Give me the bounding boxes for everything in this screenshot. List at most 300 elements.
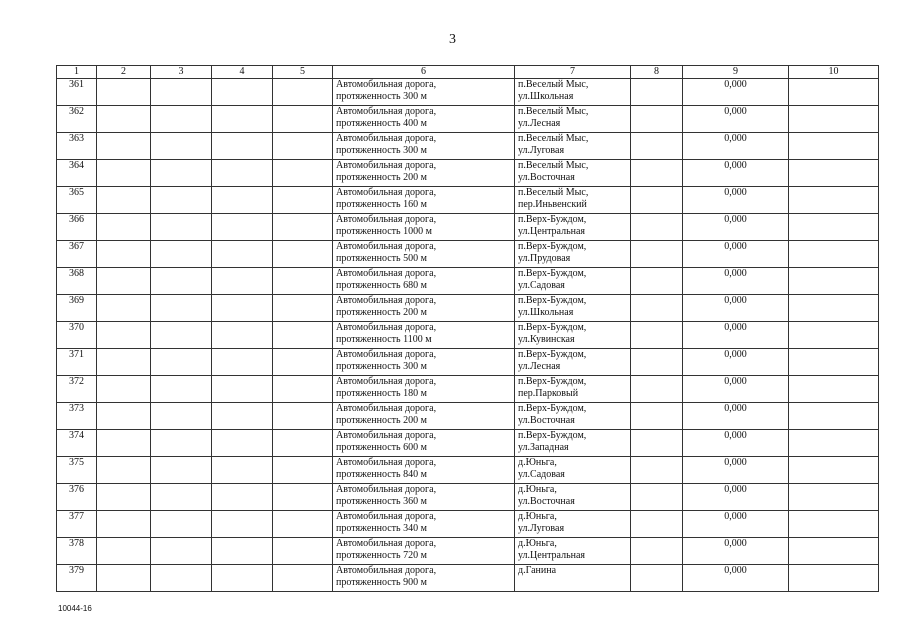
empty-cell: [151, 133, 212, 160]
location-line: ул.Садовая: [518, 469, 565, 480]
empty-cell: [789, 511, 879, 538]
table-row: [57, 268, 879, 295]
location-line: п.Верх-Буждом,: [518, 268, 587, 279]
row-number-cell: [57, 565, 97, 592]
empty-cell: [97, 457, 151, 484]
object-name-line: протяженность 840 м: [336, 469, 427, 480]
empty-cell: [212, 214, 273, 241]
row-number-line: 372: [69, 376, 84, 387]
row-number-cell: [57, 268, 97, 295]
empty-cell: [789, 484, 879, 511]
page-number: 3: [449, 32, 456, 47]
footer-code: 10044-16: [58, 604, 92, 613]
empty-cell: [631, 511, 683, 538]
row-number-cell: [57, 79, 97, 106]
empty-cell: [631, 241, 683, 268]
object-name-line: Автомобильная дорога,: [336, 511, 437, 522]
value-line: 0,000: [724, 268, 747, 279]
empty-cell: [273, 160, 333, 187]
row-number-cell: [57, 511, 97, 538]
empty-cell: [212, 538, 273, 565]
object-name-cell: [333, 214, 515, 241]
empty-cell: [97, 241, 151, 268]
value-cell: [683, 511, 789, 538]
column-header: 8: [631, 66, 683, 79]
object-name-line: протяженность 600 м: [336, 442, 427, 453]
location-line: п.Верх-Буждом,: [518, 403, 587, 414]
value-line: 0,000: [724, 403, 747, 414]
object-name-cell: [333, 133, 515, 160]
location-cell: [515, 322, 631, 349]
empty-cell: [212, 106, 273, 133]
row-number-line: 366: [69, 214, 84, 225]
object-name-cell: [333, 322, 515, 349]
empty-cell: [789, 187, 879, 214]
location-line: пер.Иньвенский: [518, 199, 587, 210]
value-line: 0,000: [724, 538, 747, 549]
row-number-cell: [57, 484, 97, 511]
object-name-line: Автомобильная дорога,: [336, 457, 437, 468]
object-name-line: Автомобильная дорога,: [336, 322, 437, 333]
empty-cell: [212, 322, 273, 349]
empty-cell: [789, 457, 879, 484]
location-line: п.Веселый Мыс,: [518, 79, 589, 90]
empty-cell: [97, 565, 151, 592]
empty-cell: [631, 565, 683, 592]
empty-cell: [631, 214, 683, 241]
location-cell: [515, 565, 631, 592]
object-name-cell: [333, 295, 515, 322]
empty-cell: [212, 565, 273, 592]
empty-cell: [789, 160, 879, 187]
value-line: 0,000: [724, 187, 747, 198]
row-number-line: 362: [69, 106, 84, 117]
empty-cell: [631, 484, 683, 511]
location-cell: [515, 295, 631, 322]
location-cell: [515, 376, 631, 403]
table-body: [57, 79, 879, 592]
column-header: 7: [515, 66, 631, 79]
table-row: [57, 538, 879, 565]
empty-cell: [97, 538, 151, 565]
object-name-line: Автомобильная дорога,: [336, 268, 437, 279]
value-line: 0,000: [724, 484, 747, 495]
table-row: [57, 187, 879, 214]
header-row: [57, 66, 879, 79]
object-name-cell: [333, 349, 515, 376]
empty-cell: [789, 268, 879, 295]
empty-cell: [212, 376, 273, 403]
empty-cell: [151, 484, 212, 511]
empty-cell: [631, 160, 683, 187]
object-name-line: Автомобильная дорога,: [336, 241, 437, 252]
empty-cell: [631, 295, 683, 322]
empty-cell: [273, 322, 333, 349]
object-name-line: протяженность 1100 м: [336, 334, 432, 345]
object-name-cell: [333, 268, 515, 295]
object-name-cell: [333, 511, 515, 538]
value-line: 0,000: [724, 160, 747, 171]
empty-cell: [97, 214, 151, 241]
table-header: [57, 66, 879, 79]
empty-cell: [97, 133, 151, 160]
row-number-line: 376: [69, 484, 84, 495]
object-name-line: протяженность 300 м: [336, 145, 427, 156]
empty-cell: [151, 187, 212, 214]
table-row: [57, 295, 879, 322]
row-number-line: 365: [69, 187, 84, 198]
object-name-line: Автомобильная дорога,: [336, 403, 437, 414]
location-line: ул.Прудовая: [518, 253, 571, 264]
empty-cell: [631, 430, 683, 457]
column-header: 4: [212, 66, 273, 79]
table-row: [57, 484, 879, 511]
location-line: п.Верх-Буждом,: [518, 295, 587, 306]
value-cell: [683, 295, 789, 322]
empty-cell: [789, 565, 879, 592]
empty-cell: [212, 133, 273, 160]
empty-cell: [97, 268, 151, 295]
empty-cell: [789, 106, 879, 133]
table-row: [57, 322, 879, 349]
location-line: ул.Садовая: [518, 280, 565, 291]
object-name-line: протяженность 180 м: [336, 388, 427, 399]
empty-cell: [212, 268, 273, 295]
object-name-line: Автомобильная дорога,: [336, 430, 437, 441]
empty-cell: [631, 538, 683, 565]
object-name-line: протяженность 200 м: [336, 415, 427, 426]
object-name-cell: [333, 565, 515, 592]
value-cell: [683, 457, 789, 484]
row-number-line: 363: [69, 133, 84, 144]
location-cell: [515, 349, 631, 376]
table-row: [57, 565, 879, 592]
value-line: 0,000: [724, 376, 747, 387]
table-row: [57, 511, 879, 538]
empty-cell: [212, 160, 273, 187]
value-cell: [683, 241, 789, 268]
object-name-cell: [333, 106, 515, 133]
row-number-cell: [57, 160, 97, 187]
empty-cell: [97, 349, 151, 376]
location-line: ул.Школьная: [518, 307, 574, 318]
value-line: 0,000: [724, 295, 747, 306]
empty-cell: [151, 106, 212, 133]
value-cell: [683, 349, 789, 376]
location-line: п.Верх-Буждом,: [518, 430, 587, 441]
location-cell: [515, 79, 631, 106]
table-row: [57, 430, 879, 457]
location-cell: [515, 484, 631, 511]
location-line: ул.Лесная: [518, 118, 561, 129]
location-line: п.Верх-Буждом,: [518, 376, 587, 387]
object-name-line: Автомобильная дорога,: [336, 376, 437, 387]
empty-cell: [273, 241, 333, 268]
location-line: д.Ганина: [518, 565, 557, 576]
location-line: д.Юньга,: [518, 538, 557, 549]
location-cell: [515, 268, 631, 295]
empty-cell: [631, 79, 683, 106]
empty-cell: [151, 430, 212, 457]
table-row: [57, 160, 879, 187]
location-line: ул.Луговая: [518, 145, 565, 156]
empty-cell: [789, 295, 879, 322]
table-row: [57, 79, 879, 106]
empty-cell: [151, 349, 212, 376]
empty-cell: [273, 349, 333, 376]
row-number-cell: [57, 349, 97, 376]
value-cell: [683, 430, 789, 457]
object-name-cell: [333, 484, 515, 511]
column-header: 10: [789, 66, 879, 79]
empty-cell: [151, 268, 212, 295]
row-number-cell: [57, 187, 97, 214]
empty-cell: [97, 160, 151, 187]
empty-cell: [97, 187, 151, 214]
table-row: [57, 133, 879, 160]
object-name-line: Автомобильная дорога,: [336, 565, 437, 576]
empty-cell: [273, 187, 333, 214]
row-number-cell: [57, 403, 97, 430]
empty-cell: [789, 376, 879, 403]
location-line: д.Юньга,: [518, 511, 557, 522]
empty-cell: [151, 241, 212, 268]
location-line: пер.Парковый: [518, 388, 579, 399]
empty-cell: [631, 376, 683, 403]
empty-cell: [273, 79, 333, 106]
location-line: ул.Центральная: [518, 550, 586, 561]
row-number-cell: [57, 457, 97, 484]
table-row: [57, 403, 879, 430]
empty-cell: [97, 322, 151, 349]
location-cell: [515, 241, 631, 268]
location-line: д.Юньга,: [518, 484, 557, 495]
row-number-cell: [57, 214, 97, 241]
empty-cell: [273, 457, 333, 484]
object-name-line: Автомобильная дорога,: [336, 214, 437, 225]
row-number-line: 374: [69, 430, 84, 441]
location-cell: [515, 187, 631, 214]
value-line: 0,000: [724, 241, 747, 252]
object-name-cell: [333, 241, 515, 268]
row-number-line: 373: [69, 403, 84, 414]
empty-cell: [97, 79, 151, 106]
object-name-line: протяженность 160 м: [336, 199, 427, 210]
empty-cell: [151, 565, 212, 592]
object-name-line: Автомобильная дорога,: [336, 295, 437, 306]
empty-cell: [212, 349, 273, 376]
empty-cell: [631, 457, 683, 484]
row-number-cell: [57, 106, 97, 133]
empty-cell: [212, 403, 273, 430]
column-header: 2: [97, 66, 151, 79]
value-cell: [683, 268, 789, 295]
column-header: 1: [57, 66, 97, 79]
object-name-cell: [333, 79, 515, 106]
object-name-line: протяженность 400 м: [336, 118, 427, 129]
object-name-line: Автомобильная дорога,: [336, 187, 437, 198]
empty-cell: [212, 187, 273, 214]
location-cell: [515, 511, 631, 538]
location-cell: [515, 403, 631, 430]
object-name-line: протяженность 300 м: [336, 361, 427, 372]
empty-cell: [631, 322, 683, 349]
location-line: д.Юньга,: [518, 457, 557, 468]
location-line: п.Веселый Мыс,: [518, 187, 589, 198]
empty-cell: [212, 295, 273, 322]
empty-cell: [212, 241, 273, 268]
value-cell: [683, 484, 789, 511]
value-cell: [683, 322, 789, 349]
empty-cell: [97, 403, 151, 430]
location-cell: [515, 457, 631, 484]
object-name-cell: [333, 160, 515, 187]
value-cell: [683, 106, 789, 133]
empty-cell: [273, 295, 333, 322]
location-line: ул.Восточная: [518, 496, 575, 507]
empty-cell: [212, 484, 273, 511]
empty-cell: [97, 430, 151, 457]
location-line: п.Верх-Буждом,: [518, 241, 587, 252]
object-name-line: протяженность 1000 м: [336, 226, 432, 237]
table-row: [57, 214, 879, 241]
value-cell: [683, 187, 789, 214]
empty-cell: [212, 79, 273, 106]
location-line: п.Верх-Буждом,: [518, 214, 587, 225]
object-name-line: протяженность 680 м: [336, 280, 427, 291]
object-name-line: Автомобильная дорога,: [336, 484, 437, 495]
empty-cell: [273, 106, 333, 133]
value-line: 0,000: [724, 79, 747, 90]
value-cell: [683, 403, 789, 430]
object-name-line: протяженность 200 м: [336, 172, 427, 183]
object-name-cell: [333, 538, 515, 565]
location-cell: [515, 538, 631, 565]
location-line: ул.Школьная: [518, 91, 574, 102]
column-header: 3: [151, 66, 212, 79]
empty-cell: [789, 349, 879, 376]
location-line: ул.Западная: [518, 442, 569, 453]
location-line: п.Верх-Буждом,: [518, 349, 587, 360]
value-cell: [683, 133, 789, 160]
table-row: [57, 457, 879, 484]
empty-cell: [212, 511, 273, 538]
row-number-line: 370: [69, 322, 84, 333]
value-line: 0,000: [724, 133, 747, 144]
object-name-line: протяженность 200 м: [336, 307, 427, 318]
empty-cell: [151, 160, 212, 187]
object-name-line: протяженность 500 м: [336, 253, 427, 264]
row-number-cell: [57, 430, 97, 457]
row-number-line: 379: [69, 565, 84, 576]
empty-cell: [789, 241, 879, 268]
value-line: 0,000: [724, 565, 747, 576]
row-number-line: 364: [69, 160, 84, 171]
empty-cell: [273, 430, 333, 457]
empty-cell: [789, 214, 879, 241]
value-line: 0,000: [724, 214, 747, 225]
empty-cell: [97, 484, 151, 511]
empty-cell: [151, 511, 212, 538]
table-row: [57, 241, 879, 268]
value-line: 0,000: [724, 457, 747, 468]
empty-cell: [631, 349, 683, 376]
value-cell: [683, 565, 789, 592]
location-cell: [515, 160, 631, 187]
empty-cell: [273, 565, 333, 592]
object-name-line: Автомобильная дорога,: [336, 538, 437, 549]
empty-cell: [273, 511, 333, 538]
value-line: 0,000: [724, 106, 747, 117]
location-line: ул.Лесная: [518, 361, 561, 372]
empty-cell: [789, 133, 879, 160]
row-number-line: 375: [69, 457, 84, 468]
row-number-cell: [57, 241, 97, 268]
empty-cell: [631, 268, 683, 295]
empty-cell: [789, 322, 879, 349]
value-line: 0,000: [724, 511, 747, 522]
location-line: ул.Центральная: [518, 226, 586, 237]
location-line: ул.Восточная: [518, 172, 575, 183]
empty-cell: [789, 403, 879, 430]
empty-cell: [273, 538, 333, 565]
column-header: 9: [683, 66, 789, 79]
empty-cell: [97, 376, 151, 403]
value-cell: [683, 214, 789, 241]
column-header: 5: [273, 66, 333, 79]
empty-cell: [151, 79, 212, 106]
column-header: 6: [333, 66, 515, 79]
value-cell: [683, 376, 789, 403]
row-number-cell: [57, 133, 97, 160]
location-cell: [515, 106, 631, 133]
empty-cell: [151, 376, 212, 403]
object-name-line: протяженность 900 м: [336, 577, 427, 588]
row-number-cell: [57, 322, 97, 349]
empty-cell: [789, 79, 879, 106]
row-number-line: 378: [69, 538, 84, 549]
empty-cell: [631, 403, 683, 430]
empty-cell: [631, 187, 683, 214]
empty-cell: [273, 484, 333, 511]
row-number-line: 368: [69, 268, 84, 279]
empty-cell: [631, 106, 683, 133]
empty-cell: [789, 538, 879, 565]
value-cell: [683, 160, 789, 187]
object-name-line: Автомобильная дорога,: [336, 133, 437, 144]
location-cell: [515, 430, 631, 457]
empty-cell: [97, 295, 151, 322]
empty-cell: [151, 214, 212, 241]
empty-cell: [212, 430, 273, 457]
object-name-line: Автомобильная дорога,: [336, 106, 437, 117]
empty-cell: [97, 106, 151, 133]
object-name-line: протяженность 360 м: [336, 496, 427, 507]
road-registry-table: [56, 65, 879, 592]
location-line: п.Веселый Мыс,: [518, 133, 589, 144]
object-name-line: протяженность 720 м: [336, 550, 427, 561]
value-line: 0,000: [724, 430, 747, 441]
object-name-cell: [333, 457, 515, 484]
value-cell: [683, 79, 789, 106]
empty-cell: [273, 403, 333, 430]
location-line: п.Веселый Мыс,: [518, 160, 589, 171]
value-cell: [683, 538, 789, 565]
location-cell: [515, 133, 631, 160]
location-line: п.Веселый Мыс,: [518, 106, 589, 117]
empty-cell: [97, 511, 151, 538]
table-row: [57, 376, 879, 403]
